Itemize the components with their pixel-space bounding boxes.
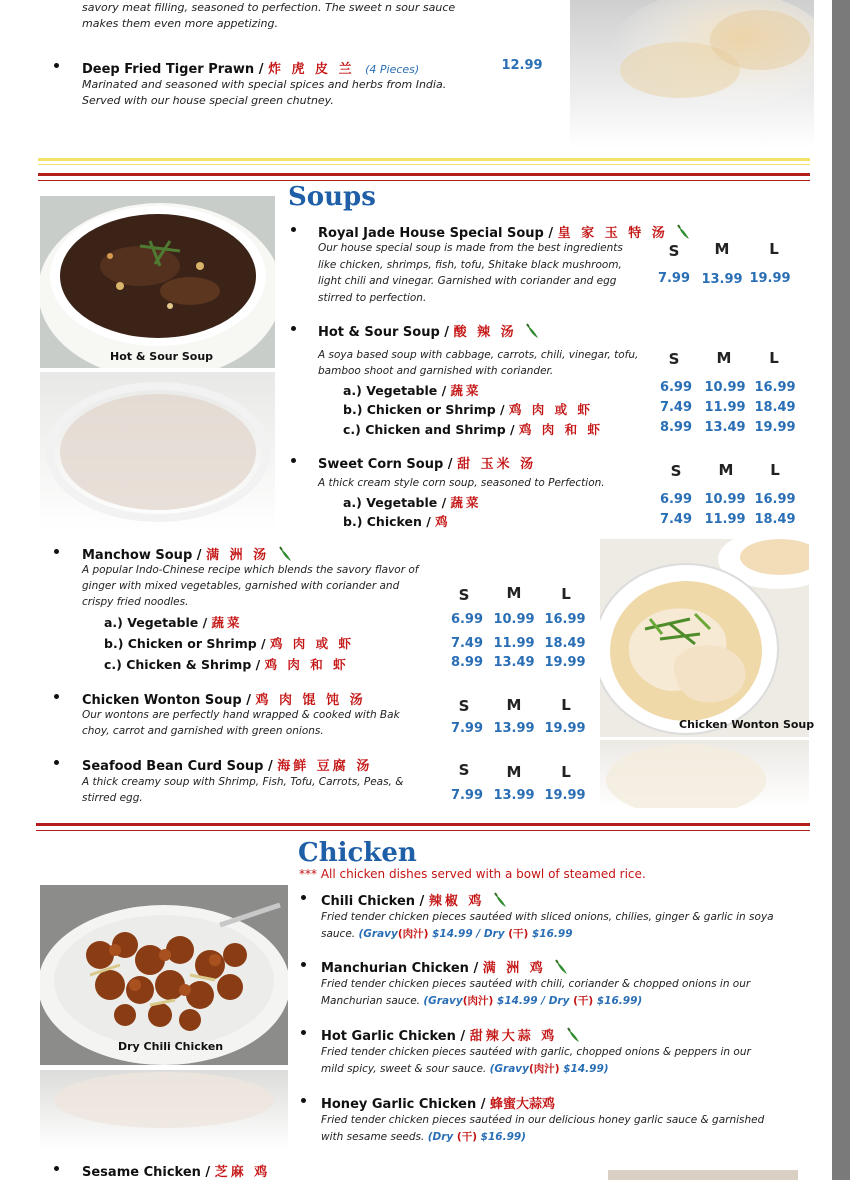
price-gravy xyxy=(358,928,572,940)
dry-chinese: (干) xyxy=(573,995,594,1007)
item-description xyxy=(318,240,623,306)
price-small: 8.99 xyxy=(659,420,693,435)
dry-chinese: (干) xyxy=(456,1131,477,1143)
item-description: A thick cream style corn soup, seasoned to Perfection. xyxy=(318,477,605,489)
gravy-label: (Gravy xyxy=(489,1063,529,1075)
option-label: b.) Chicken or Shrimp / xyxy=(104,636,266,651)
price-large: 16.99 xyxy=(544,612,586,627)
menu-item-seafood-bean-curd-soup xyxy=(82,755,372,774)
prev-desc-line: makes them even more appetizing. xyxy=(82,17,278,30)
price-dry xyxy=(428,1131,526,1143)
item-name-chinese: 酸 辣 汤 xyxy=(453,325,517,340)
item-name-chinese: 皇 家 玉 特 汤 xyxy=(557,226,668,241)
desc-line: Fried tender chicken pieces sautéed with sliced onions, chilies, ginger & garlic in soya xyxy=(321,911,774,923)
size-header-l: L xyxy=(769,240,779,258)
divider-red xyxy=(38,173,810,176)
price-gravy xyxy=(490,1063,609,1075)
fried-appetizer-photo xyxy=(570,0,814,148)
menu-item-deep-fried-tiger-prawn xyxy=(82,58,419,77)
hot-sour-soup-photo xyxy=(40,196,275,368)
item-name: Hot Garlic Chicken / xyxy=(321,1029,466,1044)
size-header-s: S xyxy=(670,462,682,480)
divider-yellow-thin xyxy=(38,164,810,165)
chili-pepper-icon xyxy=(566,1027,582,1043)
option-vegetable xyxy=(343,493,482,511)
gravy-price: $14.99 xyxy=(432,928,473,940)
price-medium: 13.99 xyxy=(493,788,535,803)
size-header-s: S xyxy=(458,586,470,604)
menu-item-sweet-corn-soup xyxy=(318,453,536,472)
item-name-chinese: 满 洲 汤 xyxy=(206,548,270,563)
size-header-s: S xyxy=(458,761,470,779)
item-description xyxy=(321,1112,764,1146)
photo-caption: Chicken Wonton Soup xyxy=(679,718,815,731)
option-chinese: 蔬菜 xyxy=(450,383,482,398)
item-name-chinese: 鸡 肉 馄 饨 汤 xyxy=(255,693,366,708)
option-vegetable xyxy=(343,381,482,399)
option-label: a.) Vegetable / xyxy=(343,495,447,510)
separator: / xyxy=(476,928,481,940)
option-chinese: 鸡 肉 或 虾 xyxy=(269,636,355,651)
option-label: a.) Vegetable / xyxy=(343,383,447,398)
gravy-price: $14.99 xyxy=(497,995,538,1007)
item-name-chinese: 辣椒 鸡 xyxy=(428,894,485,909)
item-name-chinese: 芝麻 鸡 xyxy=(214,1165,271,1180)
price-large: 19.99 xyxy=(544,655,586,670)
price-large: 18.49 xyxy=(754,400,796,415)
divider-red-thin xyxy=(36,830,810,831)
gravy-chinese: (肉汁) xyxy=(397,928,429,940)
desc-line: Marinated and seasoned with special spices and herbs from India. xyxy=(82,78,447,91)
price-small: 7.49 xyxy=(659,512,693,527)
size-header-m: M xyxy=(718,461,734,479)
desc-text: with sesame seeds. xyxy=(321,1131,425,1143)
menu-item-manchurian-chicken xyxy=(321,957,570,976)
item-name: Chili Chicken / xyxy=(321,894,425,909)
item-name: Seafood Bean Curd Soup / xyxy=(82,759,273,774)
item-description xyxy=(82,707,400,739)
hot-sour-soup-reflection xyxy=(40,372,275,532)
price-medium: 10.99 xyxy=(704,380,746,395)
price-medium: 13.49 xyxy=(493,655,535,670)
gravy-label: (Gravy xyxy=(423,995,463,1007)
desc-line: stirred to perfection. xyxy=(318,291,427,304)
item-description xyxy=(82,562,419,610)
menu-item-sesame-chicken xyxy=(82,1161,270,1180)
option-chicken xyxy=(343,512,451,530)
item-pieces: (4 Pieces) xyxy=(365,63,420,76)
option-chicken-or-shrimp xyxy=(343,400,593,418)
item-name: Honey Garlic Chicken / xyxy=(321,1097,486,1112)
price-large: 16.99 xyxy=(754,380,796,395)
menu-item-manchow-soup xyxy=(82,544,294,563)
section-title-chicken: Chicken xyxy=(298,838,417,868)
price-medium: 10.99 xyxy=(493,612,535,627)
dry-price: $16.99 xyxy=(531,928,573,940)
menu-item-royal-jade-soup xyxy=(318,222,692,241)
bullet xyxy=(54,63,59,68)
desc-line: Fried tender chicken pieces sautéed with garlic, chopped onions & peppers in our xyxy=(321,1046,751,1058)
item-description xyxy=(318,347,638,379)
price-small: 7.49 xyxy=(659,400,693,415)
price-medium: 13.99 xyxy=(701,272,743,287)
size-header-l: L xyxy=(561,696,571,714)
size-header-m: M xyxy=(716,349,732,367)
item-name: Manchow Soup / xyxy=(82,548,202,563)
size-header-s: S xyxy=(668,350,680,368)
option-chicken-and-shrimp xyxy=(343,420,603,438)
menu-item-chicken-wonton-soup xyxy=(82,689,366,708)
photo-caption: Dry Chili Chicken xyxy=(118,1040,224,1053)
menu-item-chili-chicken xyxy=(321,890,509,909)
price-large: 19.99 xyxy=(754,420,796,435)
item-name: Royal Jade House Special Soup / xyxy=(318,226,554,241)
dry-chili-chicken-reflection xyxy=(40,1070,288,1150)
dry-label: Dry xyxy=(548,995,570,1007)
item-name: Deep Fried Tiger Prawn / xyxy=(82,62,264,77)
chili-pepper-icon xyxy=(554,959,570,975)
option-label: b.) Chicken / xyxy=(343,514,431,529)
item-description xyxy=(82,774,403,806)
price-medium: 13.49 xyxy=(704,420,746,435)
menu-item-honey-garlic-chicken xyxy=(321,1093,555,1112)
bullet xyxy=(54,760,59,765)
item-price: 12.99 xyxy=(501,58,543,73)
dry-chinese: (干) xyxy=(508,928,529,940)
desc-line-with-prices xyxy=(321,926,774,943)
bullet xyxy=(54,1166,59,1171)
wonton-soup-reflection xyxy=(600,740,809,808)
size-header-m: M xyxy=(506,584,522,602)
chili-pepper-icon xyxy=(278,546,294,562)
bullet xyxy=(301,1098,306,1103)
desc-line: A thick creamy soup with Shrimp, Fish, Tofu, Carrots, Peas, & xyxy=(82,776,404,788)
size-header-m: M xyxy=(506,763,522,781)
price-large: 18.49 xyxy=(544,636,586,651)
desc-line: bamboo shoot and garnished with coriander. xyxy=(318,365,554,377)
gravy-price: $14.99) xyxy=(563,1063,609,1075)
chili-pepper-icon xyxy=(676,224,692,240)
gravy-chinese: (肉汁) xyxy=(528,1063,560,1075)
option-chinese: 鸡 xyxy=(435,514,451,529)
menu-item-hot-sour-soup xyxy=(318,321,541,340)
item-name: Sweet Corn Soup / xyxy=(318,457,453,472)
item-name: Chicken Wonton Soup / xyxy=(82,693,251,708)
item-name-chinese: 甜辣大蒜 鸡 xyxy=(469,1029,558,1044)
size-header-l: L xyxy=(769,349,779,367)
price-large: 19.99 xyxy=(544,788,586,803)
desc-line: stirred egg. xyxy=(82,792,143,804)
desc-line-with-prices xyxy=(321,993,750,1010)
dry-label: (Dry xyxy=(427,1131,454,1143)
price-small: 6.99 xyxy=(659,380,693,395)
option-chicken-or-shrimp xyxy=(104,634,354,652)
price-medium: 11.99 xyxy=(493,636,535,651)
item-name: Sesame Chicken / xyxy=(82,1165,211,1180)
size-header-l: L xyxy=(561,763,571,781)
desc-line: A popular Indo-Chinese recipe which blends the savory flavor of xyxy=(82,564,419,576)
option-chicken-and-shrimp xyxy=(104,655,349,673)
desc-line: A soya based soup with cabbage, carrots, chili, vinegar, tofu, xyxy=(318,349,639,361)
price-small: 6.99 xyxy=(450,612,484,627)
item-description xyxy=(82,77,446,109)
option-chinese: 鸡 肉 和 虾 xyxy=(518,422,603,437)
item-description xyxy=(321,976,750,1010)
size-header-m: M xyxy=(714,240,730,258)
bullet xyxy=(291,326,296,331)
item-description xyxy=(321,1044,751,1078)
size-header-l: L xyxy=(770,461,780,479)
price-medium: 11.99 xyxy=(704,512,746,527)
desc-line: Fried tender chicken pieces sautéed with chili, coriander & chopped onions in our xyxy=(321,978,751,990)
gravy-label: (Gravy xyxy=(358,928,398,940)
price-large: 19.99 xyxy=(749,271,791,286)
item-name-chinese: 海鲜 豆腐 汤 xyxy=(277,759,373,774)
price-medium: 13.99 xyxy=(493,721,535,736)
item-name-chinese: 蜂蜜大蒜鸡 xyxy=(490,1097,556,1112)
item-name-chinese: 炸 虎 皮 兰 xyxy=(268,62,355,77)
price-small: 7.99 xyxy=(450,788,484,803)
price-large: 16.99 xyxy=(754,492,796,507)
prev-item-description xyxy=(82,0,455,32)
divider-red-thin xyxy=(38,180,810,181)
desc-text: Manchurian sauce. xyxy=(321,995,421,1007)
divider-yellow xyxy=(38,158,810,161)
price-small: 6.99 xyxy=(659,492,693,507)
option-label: a.) Vegetable / xyxy=(104,615,208,630)
separator: / xyxy=(541,995,546,1007)
chili-pepper-icon xyxy=(525,323,541,339)
bullet xyxy=(291,458,296,463)
desc-line-with-prices xyxy=(321,1061,751,1078)
option-vegetable xyxy=(104,613,243,631)
item-name-chinese: 满 洲 鸡 xyxy=(482,961,546,976)
desc-line-with-prices xyxy=(321,1129,764,1146)
option-chinese: 鸡 肉 或 虾 xyxy=(508,402,594,417)
price-gravy xyxy=(423,995,642,1007)
desc-line: crispy fried noodles. xyxy=(82,596,189,608)
chili-pepper-icon xyxy=(493,892,509,908)
option-chinese: 鸡 肉 和 虾 xyxy=(264,657,349,672)
size-header-m: M xyxy=(506,696,522,714)
bullet xyxy=(301,962,306,967)
dry-price: $16.99) xyxy=(596,995,643,1007)
price-small: 8.99 xyxy=(450,655,484,670)
price-small: 7.49 xyxy=(450,636,484,651)
page-edge xyxy=(832,0,850,1180)
price-large: 19.99 xyxy=(544,721,586,736)
divider-red xyxy=(36,823,810,826)
item-description xyxy=(321,909,774,943)
price-small: 7.99 xyxy=(657,271,691,286)
next-dish-photo-edge xyxy=(608,1170,798,1180)
desc-text: sauce. xyxy=(321,928,356,940)
desc-line: ginger with mixed vegetables, garnished with coriander and xyxy=(82,580,400,592)
option-chinese: 蔬菜 xyxy=(211,615,243,630)
bullet xyxy=(54,549,59,554)
desc-line: like chicken, shrimps, fish, tofu, Shitake black mushroom, xyxy=(318,258,622,271)
desc-line: Our wontons are perfectly hand wrapped & cooked with Bak xyxy=(82,709,400,721)
price-large: 18.49 xyxy=(754,512,796,527)
bullet xyxy=(301,1030,306,1035)
option-label: c.) Chicken & Shrimp / xyxy=(104,657,261,672)
item-name: Manchurian Chicken / xyxy=(321,961,479,976)
section-title-soups: Soups xyxy=(288,182,376,212)
desc-text: mild spicy, sweet & sour sauce. xyxy=(321,1063,487,1075)
size-header-s: S xyxy=(668,242,680,260)
bullet xyxy=(301,895,306,900)
desc-line: Fried tender chicken pieces sautéed in our delicious honey garlic sauce & garnished xyxy=(321,1114,765,1126)
dry-price: $16.99) xyxy=(480,1131,526,1143)
desc-line: choy, carrot and garnished with green onions. xyxy=(82,725,324,737)
photo-caption: Hot & Sour Soup xyxy=(110,350,214,363)
item-name: Hot & Sour Soup / xyxy=(318,325,450,340)
bullet xyxy=(291,227,296,232)
prev-desc-line: savory meat filling, seasoned to perfection. The sweet n sour sauce xyxy=(82,1,456,14)
section-note: *** All chicken dishes served with a bowl of steamed rice. xyxy=(299,867,646,881)
size-header-l: L xyxy=(561,585,571,603)
option-chinese: 蔬菜 xyxy=(450,495,482,510)
desc-line: Served with our house special green chutney. xyxy=(82,94,334,107)
price-medium: 11.99 xyxy=(704,400,746,415)
price-medium: 10.99 xyxy=(704,492,746,507)
dry-chili-chicken-photo xyxy=(40,885,288,1065)
option-label: b.) Chicken or Shrimp / xyxy=(343,402,505,417)
option-label: c.) Chicken and Shrimp / xyxy=(343,422,515,437)
menu-item-hot-garlic-chicken xyxy=(321,1025,582,1044)
chicken-wonton-soup-photo xyxy=(600,539,809,737)
desc-line: Our house special soup is made from the best ingredients xyxy=(318,242,623,254)
dry-label: Dry xyxy=(483,928,505,940)
item-name-chinese: 甜 玉米 汤 xyxy=(457,457,537,472)
gravy-chinese: (肉汁) xyxy=(462,995,494,1007)
bullet xyxy=(54,694,59,699)
price-small: 7.99 xyxy=(450,721,484,736)
size-header-s: S xyxy=(458,697,470,715)
desc-line: light chili and vinegar. Garnished with coriander and egg xyxy=(318,275,617,287)
